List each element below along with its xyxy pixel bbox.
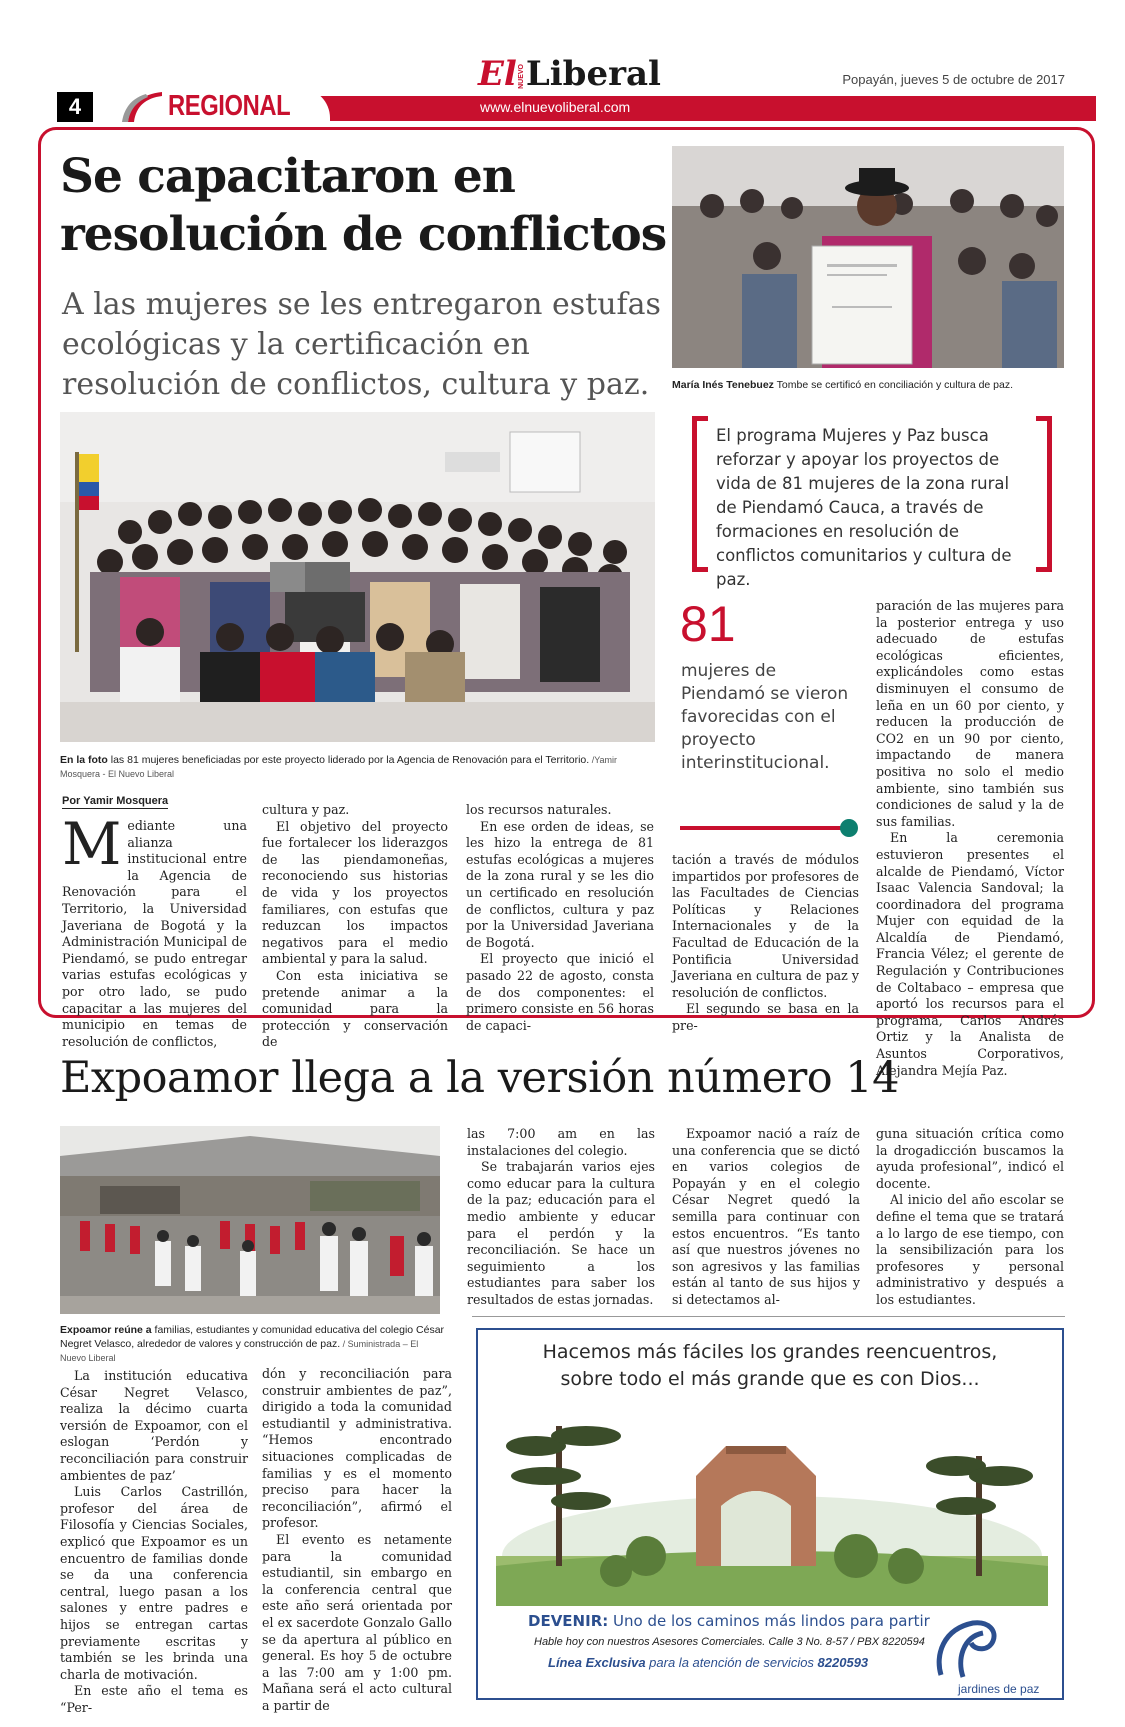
page-number: 4 (57, 92, 93, 122)
website-link[interactable]: www.elnuevoliberal.com (480, 99, 631, 115)
paragraph: Se trabajarán varios ejes como educar para la cultura de la paz; educación para el medio ambiente y educar para el perdón y la reconciliación. Se hace un seguimiento a los estudiantes para saber los resultados de estas jornadas. (467, 1159, 655, 1307)
article-subheadline: A las mujeres se les entregaron estufas ecológicas y la certificación en resolución de conflictos, cultura y paz. (62, 287, 661, 402)
paragraph: las 7:00 am en las instalaciones del colegio. (467, 1126, 655, 1158)
ad-tag-text: Uno de los caminos más lindos para partir (608, 1612, 930, 1630)
article2-column-5 (876, 1126, 1064, 1309)
article-column-3 (466, 802, 654, 1034)
logo-nuevo: NUEVO (517, 63, 525, 89)
jardines-de-paz-logo-icon (933, 1615, 1003, 1687)
stat-number: 81 (680, 596, 736, 652)
newspaper-logo[interactable] (478, 54, 661, 94)
photo-credit: / Suministrada – El Nuevo Liberal (60, 1339, 419, 1363)
article-column-1 (62, 810, 247, 1050)
ad-line-lead: Línea Exclusiva (548, 1655, 646, 1670)
paragraph: guna situación crítica como la drogadicción buscamos la ayuda profesional”, indicó el docente. (876, 1126, 1064, 1191)
paragraph-text: ediante una alianza institucional entre la Agencia de Renovación para el Territorio, la Universidad Javeriana de Bogotá y la Administración Municipal de Piendamó, se pudo entregar varias estufas ecológicas y por otro lado, se pudo capacitar a las mujeres del municipio en temas de resolución de conflictos, (62, 818, 247, 1049)
caption-lead: Expoamor reúne a (60, 1324, 152, 1336)
caption-lead: En la foto (60, 754, 108, 766)
ad-garden-scene (496, 1406, 1048, 1606)
bracket-left (692, 416, 708, 572)
caption-text: familias, estudiantes y comunidad educativa del colegio César Negret Velasco, alrededor de valores y construcción de paz. (60, 1324, 445, 1350)
ad-line-text: para la atención de servicios (645, 1655, 818, 1670)
paragraph: En ese orden de ideas, se les hizo la entrega de 81 estufas ecológicas a mujeres de la zona rural y se les dio un certificado en resolución de conflictos, cultura y paz por la Universidad Javeriana de Bogotá. (466, 818, 654, 950)
drop-cap: M (62, 810, 122, 878)
caption-name: María Inés Tenebuez (672, 379, 774, 391)
logo-el: El (478, 54, 517, 94)
byline: Por Yamir Mosquera (62, 795, 169, 807)
article-column-2 (262, 802, 448, 1051)
photo-credit: /Yamir Mosquera - El Nuevo Liberal (60, 755, 618, 779)
article-column-5 (876, 598, 1064, 1079)
paragraph: tación a través de módulos impartidos por profesores de las Facultades de Ciencias Políticas y Relaciones Internacionales y de la Facultad de Educación de la Pontificia Universidad Javeriana en cultura de paz y resolución de conflictos. (672, 852, 859, 1000)
caption-text: Tombe se certificó en conciliación y cultura de paz. (773, 379, 1014, 391)
stat-dot-icon (840, 819, 858, 837)
photo-caption-main (60, 753, 655, 781)
paragraph: En la ceremonia estuvieron presentes el alcalde de Piendamó, Víctor Isaac Valencia Sandoval; la coordinadora del programa Mujer con equidad de la Alcaldía de Piendamó, Francia Vélez; el gerente de Regulación y Contribuciones de Coltabaco – empresa que aportó los recursos para el programa, Carlos Andrés Ortiz y la Analista de Asuntos Corporativos, Alejandra Mejía Paz. (876, 830, 1064, 1078)
ad-brand-name: jardines de paz (958, 1682, 1040, 1696)
paragraph: La institución educativa César Negret Velasco, realiza la décimo cuarta versión de Expoamor, con el eslogan ‘Perdón y reconciliación para construir ambientes de paz’ (60, 1368, 248, 1483)
paragraph: El proyecto que inició el pasado 22 de agosto, consta de dos componentes: el primero consiste en 56 horas de capaci- (466, 951, 654, 1033)
paragraph: Con esta iniciativa se pretende animar a la comunidad para la protección y conservación de (262, 967, 448, 1050)
ad-tag-brand: DEVENIR: (528, 1612, 609, 1630)
paragraph: paración de las mujeres para la posterior entrega y uso adecuado de estufas ecológicas eficientes, explicándoles como estas disminuyen el consumo de leña en un 60 por ciento, y reducen la producción de CO2 en un 90 por ciento, impactando de manera positiva no solo el medio ambiente, sino también sus condiciones de salud y la de sus familias. (876, 598, 1064, 829)
ad-headline-line-1: Hacemos más fáciles los grandes reencuentros, (542, 1341, 998, 1363)
photo-caption-2 (60, 1323, 445, 1365)
ad-line-number: 8220593 (817, 1655, 869, 1670)
stat-text: mujeres de Piendamó se vieron favorecidas con el proyecto interinstitucional. (681, 661, 849, 773)
article-headline-2: Expoamor llega a la versión número 14 (60, 1053, 900, 1103)
photo-group-women (60, 412, 655, 742)
article2-column-4 (672, 1126, 860, 1309)
paragraph: cultura y paz. (262, 802, 350, 817)
ad-service-line (548, 1655, 868, 1670)
section-label: REGIONAL (168, 90, 291, 122)
paragraph: El segundo se basa en la pre- (672, 1001, 859, 1033)
pull-quote-text: El programa Mujeres y Paz busca reforzar y apoyar los proyectos de vida de 81 mujeres de la zona rural de Piendamó Cauca, a través de formaciones en resolución de conflictos comunitarios y cultura de paz. (716, 426, 1012, 589)
stat-underline (680, 826, 842, 830)
paragraph: El objetivo del proyecto fue fortalecer los liderazgos de las piendamoneñas, reconociendo sus historias de vida y los proyectos familiares, con estufas que reduzcan los impactos negativos para el medio ambiental y para la salud. (262, 818, 448, 967)
pull-quote (692, 416, 1052, 589)
advertisement[interactable] (476, 1328, 1064, 1700)
paragraph: los recursos naturales. (466, 802, 612, 817)
article2-column-1 (60, 1368, 248, 1716)
photo-caption-top (672, 378, 1072, 392)
ad-contact: Hable hoy con nuestros Asesores Comerciales. Calle 3 No. 8-57 / PBX 8220594 (534, 1636, 925, 1648)
caption-text: las 81 mujeres beneficiadas por este proyecto liderado por la Agencia de Renovación para el Territorio. (107, 754, 590, 766)
paragraph: Expoamor nació a raíz de una conferencia que se dictó en varios colegios de Popayán y en el colegio César Negret quedó la semilla para continuar con estos encuentros. “Es tanto así que nuestros jóvenes no son agresivos y las familias están al tanto de sus hijos y si detectamos al- (672, 1126, 860, 1307)
article-headline: Se capacitaron en resolución de conflictos (60, 149, 667, 262)
swoosh-icon (122, 90, 162, 122)
paragraph (62, 810, 247, 1050)
logo-liberal: Liberal (525, 54, 661, 94)
paragraph: dón y reconciliación para construir ambientes de paz”, dirigido a toda la comunidad estudiantil y administrativa. “Hemos encontrado situaciones complicadas de familias y es el momento preciso para hacer la reconciliación”, afirmó el profesor. (262, 1366, 452, 1531)
divider (472, 1316, 1065, 1317)
paragraph: En este año el tema es “Per- (60, 1683, 248, 1715)
article-column-4 (672, 852, 859, 1035)
paragraph: El evento es netamente para la comunidad estudiantil, sin embargo en la conferencia central que este año será orientada por el ex sacerdote Gonzalo Gallo se da apertura al público en general. Es hoy 5 de octubre a las 7:00 am y 1:00 pm. Mañana será el acto cultural a partir de (262, 1531, 452, 1713)
paragraph: Al inicio del año escolar se define el tema que se tratará a lo largo de ese tiempo, con la sensibilización para los profesores y personal administrativo y después a los estudiantes. (876, 1192, 1064, 1307)
paragraph: Luis Carlos Castrillón, profesor del área de Filosofía y Ciencias Sociales, explicó que Expoamor es un encuentro de familias donde se da una conferencia central, luego pasan a los salones y entre padres e hijos se entregan cartas previamente escritas y también se les brinda una charla de motivación. (60, 1484, 248, 1682)
ad-headline (478, 1339, 1062, 1393)
bracket-right (1036, 416, 1052, 572)
article2-column-2 (262, 1366, 452, 1714)
dateline: Popayán, jueves 5 de octubre de 2017 (842, 72, 1065, 87)
photo-certificate-woman (672, 146, 1064, 368)
article2-column-3 (467, 1126, 655, 1309)
ad-tagline (528, 1612, 930, 1630)
ad-headline-line-2: sobre todo el más grande que es con Dios... (560, 1368, 980, 1390)
photo-school-event (60, 1126, 440, 1314)
